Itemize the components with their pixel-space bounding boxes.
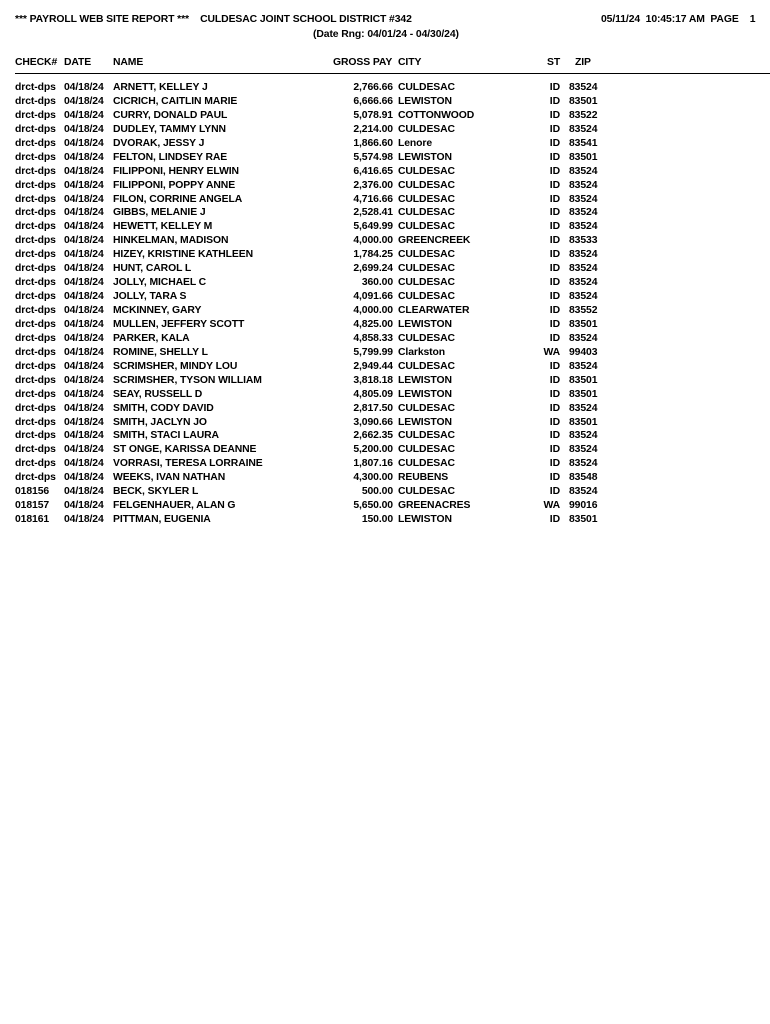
city: Lenore bbox=[398, 137, 433, 149]
table-row bbox=[15, 500, 770, 514]
zip-code: 83524 bbox=[569, 123, 598, 135]
payroll-rows bbox=[15, 82, 770, 528]
check-number: 018161 bbox=[15, 514, 50, 526]
check-date: 04/18/24 bbox=[64, 207, 104, 219]
gross-pay: 5,078.91 bbox=[353, 109, 393, 121]
table-row bbox=[15, 138, 770, 152]
zip-code: 83524 bbox=[569, 291, 598, 303]
state: ID bbox=[549, 388, 560, 400]
city: CULDESAC bbox=[398, 207, 455, 219]
state: ID bbox=[549, 123, 560, 135]
state: ID bbox=[549, 430, 560, 442]
table-row bbox=[15, 305, 770, 319]
check-date: 04/18/24 bbox=[64, 263, 104, 275]
city: Clarkston bbox=[398, 346, 446, 358]
city: CULDESAC bbox=[398, 444, 455, 456]
check-number: drct-dps bbox=[15, 374, 56, 386]
employee-name: HEWETT, KELLEY M bbox=[113, 221, 213, 233]
table-row bbox=[15, 166, 770, 180]
gross-pay: 4,858.33 bbox=[353, 332, 393, 344]
city: CULDESAC bbox=[398, 221, 455, 233]
gross-pay: 2,817.50 bbox=[353, 402, 393, 414]
gross-pay: 4,000.00 bbox=[353, 305, 393, 316]
check-number: drct-dps bbox=[15, 151, 56, 163]
check-number: 018157 bbox=[15, 500, 50, 512]
table-row bbox=[15, 124, 770, 138]
check-number: drct-dps bbox=[15, 82, 56, 93]
check-number: drct-dps bbox=[15, 221, 56, 233]
gross-pay: 2,662.35 bbox=[353, 430, 393, 442]
column-header-state: ST bbox=[547, 57, 561, 68]
zip-code: 83501 bbox=[569, 388, 598, 400]
employee-name: SMITH, JACLYN JO bbox=[113, 416, 207, 428]
zip-code: 83524 bbox=[569, 221, 598, 233]
gross-pay: 4,300.00 bbox=[353, 472, 393, 484]
check-date: 04/18/24 bbox=[64, 151, 104, 163]
gross-pay: 2,949.44 bbox=[353, 360, 393, 372]
check-date: 04/18/24 bbox=[64, 514, 104, 526]
check-number: drct-dps bbox=[15, 263, 56, 275]
check-number: drct-dps bbox=[15, 444, 56, 456]
city: CULDESAC bbox=[398, 123, 455, 135]
check-number: drct-dps bbox=[15, 277, 56, 289]
employee-name: ARNETT, KELLEY J bbox=[113, 82, 208, 93]
table-row bbox=[15, 444, 770, 458]
zip-code: 83501 bbox=[569, 416, 598, 428]
state: ID bbox=[549, 207, 560, 219]
state: ID bbox=[549, 95, 560, 107]
employee-name: WEEKS, IVAN NATHAN bbox=[113, 472, 226, 484]
check-number: drct-dps bbox=[15, 291, 56, 303]
check-date: 04/18/24 bbox=[64, 472, 104, 484]
city: LEWISTON bbox=[398, 388, 452, 400]
city: CULDESAC bbox=[398, 82, 455, 93]
zip-code: 83524 bbox=[569, 486, 598, 498]
check-number: drct-dps bbox=[15, 318, 56, 330]
table-row bbox=[15, 458, 770, 472]
zip-code: 83524 bbox=[569, 430, 598, 442]
zip-code: 83524 bbox=[569, 277, 598, 289]
check-date: 04/18/24 bbox=[64, 291, 104, 303]
zip-code: 83548 bbox=[569, 472, 598, 484]
zip-code: 83524 bbox=[569, 179, 598, 191]
check-number: drct-dps bbox=[15, 430, 56, 442]
table-row bbox=[15, 403, 770, 417]
table-row bbox=[15, 96, 770, 110]
gross-pay: 1,866.60 bbox=[353, 137, 393, 149]
table-row bbox=[15, 277, 770, 291]
gross-pay: 4,825.00 bbox=[353, 318, 393, 330]
zip-code: 83501 bbox=[569, 514, 598, 526]
check-number: drct-dps bbox=[15, 360, 56, 372]
employee-name: SMITH, STACI LAURA bbox=[113, 430, 219, 442]
city: CULDESAC bbox=[398, 193, 455, 205]
gross-pay: 150.00 bbox=[361, 514, 393, 526]
check-number: drct-dps bbox=[15, 123, 56, 135]
city: LEWISTON bbox=[398, 95, 452, 107]
check-number: drct-dps bbox=[15, 179, 56, 191]
table-row bbox=[15, 207, 770, 221]
table-row bbox=[15, 152, 770, 166]
employee-name: JOLLY, TARA S bbox=[113, 291, 187, 303]
state: ID bbox=[549, 179, 560, 191]
report-subheader bbox=[15, 28, 770, 42]
zip-code: 99016 bbox=[569, 500, 598, 512]
table-row bbox=[15, 486, 770, 500]
gross-pay: 2,528.41 bbox=[353, 207, 393, 219]
employee-name: CICRICH, CAITLIN MARIE bbox=[113, 95, 238, 107]
zip-code: 83524 bbox=[569, 263, 598, 275]
zip-code: 83501 bbox=[569, 95, 598, 107]
check-date: 04/18/24 bbox=[64, 109, 104, 121]
check-date: 04/18/24 bbox=[64, 305, 104, 316]
zip-code: 83524 bbox=[569, 444, 598, 456]
table-row bbox=[15, 389, 770, 403]
gross-pay: 2,376.00 bbox=[353, 179, 393, 191]
column-header-date: DATE bbox=[64, 57, 92, 68]
table-row bbox=[15, 235, 770, 249]
gross-pay: 3,090.66 bbox=[353, 416, 393, 428]
city: COTTONWOOD bbox=[398, 109, 475, 121]
state: ID bbox=[549, 318, 560, 330]
state: ID bbox=[549, 332, 560, 344]
state: ID bbox=[549, 82, 560, 93]
gross-pay: 2,699.24 bbox=[353, 263, 393, 275]
check-number: drct-dps bbox=[15, 458, 56, 470]
state: ID bbox=[549, 151, 560, 163]
state: ID bbox=[549, 193, 560, 205]
state: ID bbox=[549, 458, 560, 470]
city: CLEARWATER bbox=[398, 305, 470, 316]
zip-code: 83524 bbox=[569, 165, 598, 177]
state: ID bbox=[549, 263, 560, 275]
check-number: drct-dps bbox=[15, 193, 56, 205]
zip-code: 83533 bbox=[569, 235, 598, 247]
check-date: 04/18/24 bbox=[64, 193, 104, 205]
gross-pay: 4,091.66 bbox=[353, 291, 393, 303]
state: ID bbox=[549, 221, 560, 233]
table-row bbox=[15, 472, 770, 486]
check-date: 04/18/24 bbox=[64, 388, 104, 400]
gross-pay: 5,799.99 bbox=[353, 346, 393, 358]
city: CULDESAC bbox=[398, 360, 455, 372]
state: ID bbox=[549, 291, 560, 303]
employee-name: SCRIMSHER, MINDY LOU bbox=[113, 360, 238, 372]
gross-pay: 1,807.16 bbox=[353, 458, 393, 470]
state: ID bbox=[549, 137, 560, 149]
employee-name: ROMINE, SHELLY L bbox=[113, 346, 208, 358]
check-number: drct-dps bbox=[15, 109, 56, 121]
zip-code: 99403 bbox=[569, 346, 598, 358]
check-date: 04/18/24 bbox=[64, 179, 104, 191]
check-date: 04/18/24 bbox=[64, 82, 104, 93]
zip-code: 83541 bbox=[569, 137, 598, 149]
employee-name: MULLEN, JEFFERY SCOTT bbox=[113, 318, 245, 330]
employee-name: HUNT, CAROL L bbox=[113, 263, 192, 275]
check-date: 04/18/24 bbox=[64, 374, 104, 386]
check-number: drct-dps bbox=[15, 207, 56, 219]
check-number: drct-dps bbox=[15, 402, 56, 414]
city: REUBENS bbox=[398, 472, 449, 484]
city: LEWISTON bbox=[398, 514, 452, 526]
check-date: 04/18/24 bbox=[64, 360, 104, 372]
check-number: drct-dps bbox=[15, 305, 56, 316]
date-range: (Date Rng: 04/01/24 - 04/30/24) bbox=[313, 29, 459, 40]
employee-name: DUDLEY, TAMMY LYNN bbox=[113, 123, 226, 135]
table-row bbox=[15, 375, 770, 389]
zip-code: 83524 bbox=[569, 207, 598, 219]
zip-code: 83524 bbox=[569, 360, 598, 372]
city: CULDESAC bbox=[398, 249, 455, 261]
report-header bbox=[15, 14, 770, 28]
zip-code: 83501 bbox=[569, 151, 598, 163]
state: ID bbox=[549, 472, 560, 484]
table-row bbox=[15, 249, 770, 263]
check-date: 04/18/24 bbox=[64, 123, 104, 135]
zip-code: 83524 bbox=[569, 82, 598, 93]
state: ID bbox=[549, 249, 560, 261]
employee-name: SCRIMSHER, TYSON WILLIAM bbox=[113, 374, 262, 386]
check-number: drct-dps bbox=[15, 165, 56, 177]
city: LEWISTON bbox=[398, 151, 452, 163]
table-row bbox=[15, 180, 770, 194]
employee-name: MCKINNEY, GARY bbox=[113, 305, 202, 316]
check-date: 04/18/24 bbox=[64, 416, 104, 428]
city: CULDESAC bbox=[398, 291, 455, 303]
column-header-name: NAME bbox=[113, 57, 144, 68]
gross-pay: 500.00 bbox=[361, 486, 393, 498]
employee-name: JOLLY, MICHAEL C bbox=[113, 277, 207, 289]
state: ID bbox=[549, 374, 560, 386]
state: WA bbox=[543, 500, 560, 512]
employee-name: FILIPPONI, POPPY ANNE bbox=[113, 179, 236, 191]
table-row bbox=[15, 333, 770, 347]
city: LEWISTON bbox=[398, 374, 452, 386]
check-date: 04/18/24 bbox=[64, 458, 104, 470]
state: ID bbox=[549, 444, 560, 456]
city: CULDESAC bbox=[398, 263, 455, 275]
payroll-report bbox=[15, 14, 770, 528]
employee-name: CURRY, DONALD PAUL bbox=[113, 109, 228, 121]
column-header-zip: ZIP bbox=[575, 57, 591, 68]
check-date: 04/18/24 bbox=[64, 402, 104, 414]
city: CULDESAC bbox=[398, 277, 455, 289]
check-date: 04/18/24 bbox=[64, 165, 104, 177]
city: CULDESAC bbox=[398, 165, 455, 177]
table-row bbox=[15, 263, 770, 277]
table-row bbox=[15, 430, 770, 444]
gross-pay: 2,214.00 bbox=[353, 123, 393, 135]
city: CULDESAC bbox=[398, 430, 455, 442]
employee-name: DVORAK, JESSY J bbox=[113, 137, 205, 149]
table-row bbox=[15, 221, 770, 235]
check-date: 04/18/24 bbox=[64, 444, 104, 456]
state: ID bbox=[549, 416, 560, 428]
column-header-check: CHECK# bbox=[15, 57, 58, 68]
city: CULDESAC bbox=[398, 332, 455, 344]
check-date: 04/18/24 bbox=[64, 249, 104, 261]
gross-pay: 5,650.00 bbox=[353, 500, 393, 512]
employee-name: SMITH, CODY DAVID bbox=[113, 402, 214, 414]
city: CULDESAC bbox=[398, 402, 455, 414]
city: LEWISTON bbox=[398, 416, 452, 428]
table-row bbox=[15, 417, 770, 431]
city: CULDESAC bbox=[398, 179, 455, 191]
column-header-gross-pay: GROSS PAY bbox=[333, 57, 393, 68]
column-header-city: CITY bbox=[398, 57, 422, 68]
zip-code: 83522 bbox=[569, 109, 598, 121]
city: GREENACRES bbox=[398, 500, 471, 512]
gross-pay: 4,805.09 bbox=[353, 388, 393, 400]
check-date: 04/18/24 bbox=[64, 318, 104, 330]
table-row bbox=[15, 361, 770, 375]
check-date: 04/18/24 bbox=[64, 137, 104, 149]
gross-pay: 1,784.25 bbox=[353, 249, 393, 261]
check-date: 04/18/24 bbox=[64, 332, 104, 344]
check-date: 04/18/24 bbox=[64, 221, 104, 233]
employee-name: PARKER, KALA bbox=[113, 332, 190, 344]
check-date: 04/18/24 bbox=[64, 277, 104, 289]
employee-name: HINKELMAN, MADISON bbox=[113, 235, 229, 247]
gross-pay: 6,666.66 bbox=[353, 95, 393, 107]
employee-name: VORRASI, TERESA LORRAINE bbox=[113, 458, 263, 470]
employee-name: GIBBS, MELANIE J bbox=[113, 207, 206, 219]
employee-name: FELTON, LINDSEY RAE bbox=[113, 151, 228, 163]
report-timestamp: 05/11/24 10:45:17 AM PAGE 1 bbox=[601, 14, 756, 25]
check-number: drct-dps bbox=[15, 388, 56, 400]
zip-code: 83524 bbox=[569, 332, 598, 344]
state: ID bbox=[549, 514, 560, 526]
employee-name: SEAY, RUSSELL D bbox=[113, 388, 203, 400]
zip-code: 83524 bbox=[569, 193, 598, 205]
column-headers bbox=[15, 57, 770, 71]
gross-pay: 360.00 bbox=[361, 277, 393, 289]
employee-name: HIZEY, KRISTINE KATHLEEN bbox=[113, 249, 253, 261]
gross-pay: 3,818.18 bbox=[353, 374, 393, 386]
zip-code: 83524 bbox=[569, 402, 598, 414]
report-title: *** PAYROLL WEB SITE REPORT *** CULDESAC JOINT SCHOOL DISTRICT #342 bbox=[15, 14, 412, 25]
state: ID bbox=[549, 360, 560, 372]
employee-name: BECK, SKYLER L bbox=[113, 486, 199, 498]
check-date: 04/18/24 bbox=[64, 430, 104, 442]
check-number: drct-dps bbox=[15, 137, 56, 149]
gross-pay: 5,574.98 bbox=[353, 151, 393, 163]
gross-pay: 4,000.00 bbox=[353, 235, 393, 247]
employee-name: FILON, CORRINE ANGELA bbox=[113, 193, 243, 205]
check-number: drct-dps bbox=[15, 249, 56, 261]
gross-pay: 5,200.00 bbox=[353, 444, 393, 456]
state: ID bbox=[549, 165, 560, 177]
check-number: drct-dps bbox=[15, 472, 56, 484]
check-number: 018156 bbox=[15, 486, 50, 498]
check-date: 04/18/24 bbox=[64, 500, 104, 512]
gross-pay: 2,766.66 bbox=[353, 82, 393, 93]
employee-name: FILIPPONI, HENRY ELWIN bbox=[113, 165, 239, 177]
check-number: drct-dps bbox=[15, 346, 56, 358]
employee-name: PITTMAN, EUGENIA bbox=[113, 514, 211, 526]
check-date: 04/18/24 bbox=[64, 486, 104, 498]
table-row bbox=[15, 319, 770, 333]
zip-code: 83524 bbox=[569, 458, 598, 470]
state: ID bbox=[549, 235, 560, 247]
state: ID bbox=[549, 109, 560, 121]
zip-code: 83524 bbox=[569, 249, 598, 261]
table-row bbox=[15, 291, 770, 305]
state: ID bbox=[549, 486, 560, 498]
check-date: 04/18/24 bbox=[64, 235, 104, 247]
check-number: drct-dps bbox=[15, 332, 56, 344]
check-number: drct-dps bbox=[15, 416, 56, 428]
state: ID bbox=[549, 277, 560, 289]
table-row bbox=[15, 514, 770, 528]
gross-pay: 6,416.65 bbox=[353, 165, 393, 177]
city: CULDESAC bbox=[398, 486, 455, 498]
city: CULDESAC bbox=[398, 458, 455, 470]
employee-name: ST ONGE, KARISSA DEANNE bbox=[113, 444, 257, 456]
table-row bbox=[15, 110, 770, 124]
check-date: 04/18/24 bbox=[64, 346, 104, 358]
check-number: drct-dps bbox=[15, 235, 56, 247]
zip-code: 83552 bbox=[569, 305, 598, 316]
zip-code: 83501 bbox=[569, 318, 598, 330]
header-divider bbox=[15, 73, 770, 74]
table-row bbox=[15, 347, 770, 361]
zip-code: 83501 bbox=[569, 374, 598, 386]
employee-name: FELGENHAUER, ALAN G bbox=[113, 500, 236, 512]
state: ID bbox=[549, 402, 560, 414]
city: GREENCREEK bbox=[398, 235, 471, 247]
gross-pay: 4,716.66 bbox=[353, 193, 393, 205]
table-row bbox=[15, 82, 770, 96]
check-number: drct-dps bbox=[15, 95, 56, 107]
state: WA bbox=[543, 346, 560, 358]
gross-pay: 5,649.99 bbox=[353, 221, 393, 233]
table-row bbox=[15, 194, 770, 208]
state: ID bbox=[549, 305, 560, 316]
check-date: 04/18/24 bbox=[64, 95, 104, 107]
city: LEWISTON bbox=[398, 318, 452, 330]
